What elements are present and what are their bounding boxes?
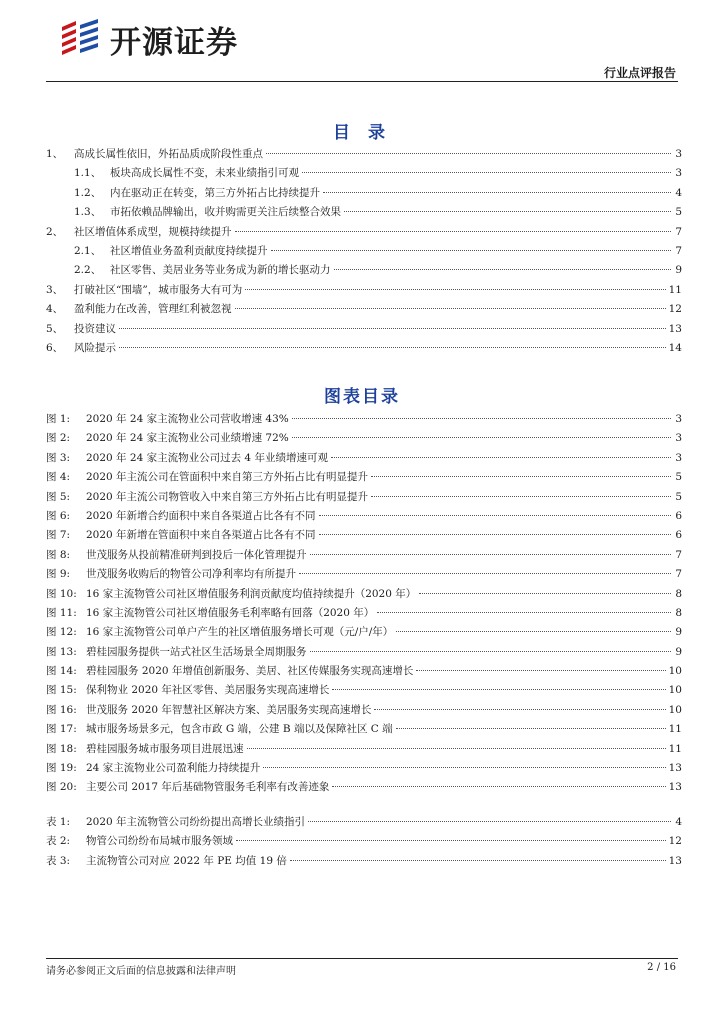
entry-label: 社区零售、美居业务等业务成为新的增长驱动力 (110, 264, 331, 277)
figures-title: 图表目录 (324, 387, 400, 407)
entry-label: 2020 年新增在管面积中来自各渠道占比各有不同 (86, 529, 316, 542)
entry-page-number: 4 (675, 816, 682, 828)
tables-list (46, 814, 682, 872)
entry-page-number: 9 (675, 645, 682, 658)
table-entry[interactable] (46, 853, 682, 872)
leader-dots (334, 269, 672, 270)
entry-page-number: 10 (668, 684, 682, 697)
entry-page-number: 6 (675, 509, 682, 522)
leader-dots (344, 211, 671, 212)
header-divider (46, 81, 678, 82)
entry-label: 打破社区“围墙”，城市服务大有可为 (74, 283, 243, 296)
entry-number: 3、 (46, 283, 64, 296)
leader-dots (332, 689, 665, 690)
leader-dots (290, 860, 666, 861)
entry-number: 图 11: (46, 606, 77, 619)
leader-dots (235, 308, 666, 309)
toc-entry[interactable] (46, 165, 682, 184)
figure-entry[interactable] (46, 682, 682, 701)
leader-dots (292, 437, 671, 438)
footer-disclaimer: 请务必参阅正文后面的信息披露和法律声明 (46, 966, 236, 977)
leader-dots (119, 347, 666, 348)
entry-label: 2020 年 24 家主流物业公司营收增速 43% (86, 413, 289, 425)
figure-entry[interactable] (46, 779, 682, 798)
entry-number: 表 3: (46, 854, 71, 867)
entry-page-number: 8 (675, 587, 682, 600)
entry-label: 16 家主流物管公司社区增值服务毛利率略有回落（2020 年） (86, 606, 375, 619)
toc-entry[interactable] (46, 321, 682, 340)
leader-dots (419, 593, 671, 594)
entry-page-number: 3 (675, 432, 682, 445)
page-indicator: 2 / 16 (647, 962, 676, 973)
entry-page-number: 9 (675, 626, 682, 639)
entry-number: 2.1、 (74, 244, 102, 257)
entry-page-number: 4 (675, 186, 682, 199)
toc-entry[interactable] (46, 224, 682, 243)
figure-entry[interactable] (46, 605, 682, 624)
entry-number: 图 15: (46, 684, 77, 697)
leader-dots (235, 231, 672, 232)
leader-dots (396, 631, 671, 632)
entry-number: 6、 (46, 341, 64, 354)
entry-number: 图 19: (46, 762, 77, 775)
entry-number: 4、 (46, 303, 64, 316)
entry-label: 物管公司纷纷布局城市服务领域 (86, 835, 233, 848)
figure-entry[interactable] (46, 566, 682, 585)
entry-label: 社区增值体系成型，规模持续提升 (74, 225, 232, 238)
entry-label: 板块高成长属性不变，未来业绩指引可观 (110, 167, 299, 180)
entry-label: 碧桂园服务城市服务项目进展迅速 (86, 742, 244, 755)
figure-entry[interactable] (46, 450, 682, 469)
leader-dots (263, 767, 665, 768)
entry-page-number: 11 (668, 723, 682, 736)
figure-entry[interactable] (46, 741, 682, 760)
page-header (0, 0, 724, 84)
entry-page-number: 3 (675, 148, 682, 160)
table-entry[interactable] (46, 833, 682, 852)
report-type-label: 行业点评报告 (603, 66, 676, 80)
figure-entry[interactable] (46, 469, 682, 488)
toc-entry[interactable] (46, 340, 682, 359)
entry-page-number: 13 (668, 322, 682, 335)
entry-page-number: 9 (675, 264, 682, 277)
entry-number: 1.3、 (74, 206, 102, 219)
leader-dots (266, 153, 671, 154)
toc-entry[interactable] (46, 204, 682, 223)
entry-page-number: 7 (675, 568, 682, 581)
entry-label: 主要公司 2017 年后基础物管服务毛利率有改善迹象 (86, 781, 330, 794)
leader-dots (310, 554, 672, 555)
entry-label: 世茂服务收购后的物管公司净利率均有所提升 (86, 568, 296, 581)
entry-label: 16 家主流物管公司单户产生的社区增值服务增长可观（元/户/年） (86, 626, 394, 639)
figure-entry[interactable] (46, 547, 682, 566)
kaiyuan-logo-icon (58, 17, 102, 61)
entry-number: 1.2、 (74, 186, 102, 199)
toc-entry[interactable] (46, 301, 682, 320)
entry-number: 图 3: (46, 451, 71, 464)
entry-number: 1、 (46, 148, 64, 160)
entry-number: 图 14: (46, 665, 77, 678)
figure-entry[interactable] (46, 644, 682, 663)
entry-number: 2、 (46, 225, 64, 238)
figure-entry[interactable] (46, 489, 682, 508)
entry-page-number: 12 (668, 303, 682, 316)
entry-page-number: 3 (675, 451, 682, 464)
entry-number: 图 20: (46, 781, 77, 794)
toc-entry[interactable] (46, 146, 682, 165)
leader-dots (323, 192, 671, 193)
brand-name: 开源证券 (110, 24, 238, 61)
entry-label: 主流物管公司对应 2022 年 PE 均值 19 倍 (86, 854, 287, 867)
entry-label: 高成长属性依旧，外拓品质成阶段性重点 (74, 148, 263, 160)
entry-number: 图 1: (46, 413, 71, 425)
entry-number: 表 1: (46, 816, 71, 828)
entry-number: 图 12: (46, 626, 77, 639)
entry-label: 16 家主流物管公司社区增值服务利润贡献度均值持续提升（2020 年） (86, 587, 417, 600)
figure-entry[interactable] (46, 586, 682, 605)
entry-number: 图 17: (46, 723, 77, 736)
entry-page-number: 5 (675, 471, 682, 484)
entry-page-number: 7 (675, 548, 682, 561)
entry-label: 2020 年新增合约面积中来自各渠道占比各有不同 (86, 509, 316, 522)
leader-dots (271, 250, 672, 251)
leader-dots (308, 821, 671, 822)
entry-page-number: 11 (668, 283, 682, 296)
entry-number: 表 2: (46, 835, 71, 848)
leader-dots (371, 496, 671, 497)
entry-number: 图 7: (46, 529, 71, 542)
entry-number: 图 13: (46, 645, 77, 658)
entry-number: 图 5: (46, 490, 71, 503)
entry-page-number: 10 (668, 703, 682, 716)
entry-page-number: 3 (675, 167, 682, 180)
leader-dots (377, 612, 671, 613)
entry-label: 2020 年主流公司物管收入中来自第三方外拓占比有明显提升 (86, 490, 369, 503)
entry-label: 世茂服务 2020 年智慧社区解决方案、美居服务实现高速增长 (86, 703, 372, 716)
figure-entry[interactable] (46, 702, 682, 721)
leader-dots (236, 840, 666, 841)
leader-dots (310, 651, 672, 652)
entry-page-number: 7 (675, 244, 682, 257)
figure-entry[interactable] (46, 624, 682, 643)
leader-dots (332, 786, 665, 787)
entry-label: 盈利能力在改善，管理红利被忽视 (74, 303, 232, 316)
entry-label: 碧桂园服务 2020 年增值创新服务、美居、社区传媒服务实现高速增长 (86, 665, 414, 678)
figure-entry[interactable] (46, 527, 682, 546)
entry-number: 5、 (46, 322, 64, 335)
toc-title: 目 录 (333, 123, 391, 143)
entry-page-number: 14 (668, 341, 682, 354)
entry-number: 图 6: (46, 509, 71, 522)
entry-number: 图 16: (46, 703, 77, 716)
toc-entry[interactable] (46, 243, 682, 262)
table-entry[interactable] (46, 814, 682, 833)
leader-dots (319, 515, 671, 516)
entry-label: 碧桂园服务提供一站式社区生活场景全周期服务 (86, 645, 307, 658)
toc-list (46, 146, 682, 359)
leader-dots (245, 289, 665, 290)
brand-logo (58, 16, 238, 62)
figure-entry[interactable] (46, 721, 682, 740)
leader-dots (396, 728, 666, 729)
footer-divider (46, 958, 678, 959)
entry-page-number: 12 (668, 835, 682, 848)
entry-label: 风险提示 (74, 341, 116, 354)
toc-entry[interactable] (46, 282, 682, 301)
toc-entry[interactable] (46, 262, 682, 281)
entry-page-number: 7 (675, 225, 682, 238)
leader-dots (319, 534, 671, 535)
figure-entry[interactable] (46, 430, 682, 449)
leader-dots (292, 418, 671, 419)
entry-label: 24 家主流物业公司盈利能力持续提升 (86, 762, 261, 775)
entry-page-number: 10 (668, 665, 682, 678)
entry-label: 2020 年主流公司在管面积中来自第三方外拓占比有明显提升 (86, 471, 369, 484)
entry-number: 图 9: (46, 568, 71, 581)
leader-dots (416, 670, 665, 671)
entry-label: 世茂服务从投前精准研判到投后一体化管理提升 (86, 548, 307, 561)
entry-number: 1.1、 (74, 167, 102, 180)
toc-entry[interactable] (46, 185, 682, 204)
entry-label: 保利物业 2020 年社区零售、美居服务实现高速增长 (86, 684, 330, 697)
leader-dots (371, 476, 671, 477)
figure-entry[interactable] (46, 760, 682, 779)
leader-dots (119, 328, 666, 329)
entry-page-number: 3 (675, 413, 682, 425)
entry-label: 2020 年主流物管公司纷纷提出高增长业绩指引 (86, 816, 306, 828)
entry-number: 图 10: (46, 587, 77, 600)
entry-page-number: 5 (675, 206, 682, 219)
entry-label: 内在驱动正在转变，第三方外拓占比持续提升 (110, 186, 320, 199)
leader-dots (247, 748, 666, 749)
entry-number: 图 4: (46, 471, 71, 484)
figures-list (46, 411, 682, 799)
entry-page-number: 13 (668, 762, 682, 775)
entry-label: 2020 年 24 家主流物业公司过去 4 年业绩增速可观 (86, 451, 328, 464)
figure-entry[interactable] (46, 508, 682, 527)
entry-page-number: 13 (668, 854, 682, 867)
entry-label: 2020 年 24 家主流物业公司业绩增速 72% (86, 432, 289, 445)
entry-number: 图 8: (46, 548, 71, 561)
entry-number: 2.2、 (74, 264, 102, 277)
entry-number: 图 2: (46, 432, 71, 445)
entry-page-number: 5 (675, 490, 682, 503)
figure-entry[interactable] (46, 411, 682, 430)
entry-number: 图 18: (46, 742, 77, 755)
entry-page-number: 13 (668, 781, 682, 794)
entry-label: 市拓依赖品牌输出，收并购需更关注后续整合效果 (110, 206, 341, 219)
entry-page-number: 8 (675, 606, 682, 619)
figure-entry[interactable] (46, 663, 682, 682)
entry-page-number: 6 (675, 529, 682, 542)
entry-label: 投资建议 (74, 322, 116, 335)
entry-label: 社区增值业务盈利贡献度持续提升 (110, 244, 268, 257)
leader-dots (299, 573, 671, 574)
entry-page-number: 11 (668, 742, 682, 755)
entry-label: 城市服务场景多元，包含市政 G 端，公建 B 端以及保障社区 C 端 (86, 723, 393, 736)
leader-dots (374, 709, 665, 710)
leader-dots (331, 457, 671, 458)
leader-dots (302, 172, 671, 173)
